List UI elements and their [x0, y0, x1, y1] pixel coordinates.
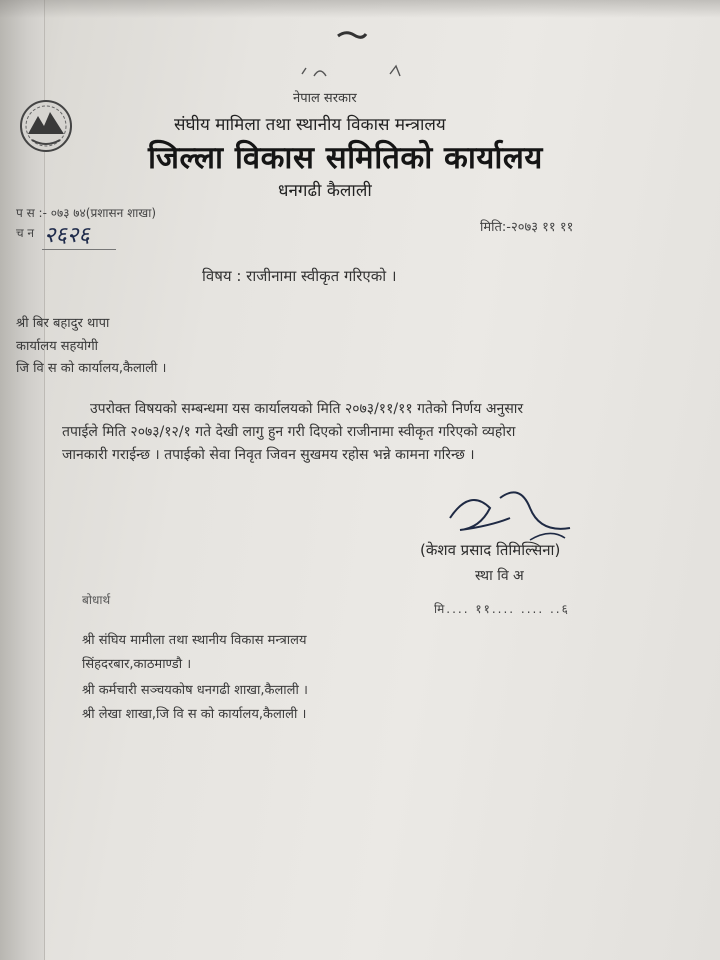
- cc-line: श्री लेखा शाखा,जि वि स को कार्यालय,कैलाली ।: [82, 707, 307, 722]
- body-line: उपरोक्त विषयको सम्बन्धमा यस कार्यालयको मिति २०७३/११/११ गतेको निर्णय अनुसार: [90, 401, 524, 417]
- ink-mark-top: [336, 30, 368, 40]
- cc-redacted-text: मि.... ११.... .... ..६: [434, 602, 570, 616]
- reference-cn-label: च न: [16, 226, 35, 240]
- letter-date: मिति:-२०७३ ११ ११: [480, 220, 574, 235]
- office-title: जिल्ला विकास समितिको कार्यालय: [148, 140, 543, 176]
- letter-body: [62, 398, 702, 467]
- recipient-position: कार्यालय सहयोगी: [16, 339, 99, 354]
- signatory-title: स्था वि अ: [475, 568, 524, 584]
- body-line: तपाईले मिति २०७३/१२/१ गते देखी लागु हुन गरी दिएको राजीनामा स्वीकृत गरिएको व्यहोरा: [62, 424, 516, 440]
- nepal-emblem-icon: [18, 98, 74, 154]
- recipient-name: श्री बिर बहादुर थापा: [16, 316, 110, 331]
- top-shadow: [0, 0, 720, 18]
- cc-line: सिंहदरबार,काठमाण्डौ ।: [82, 657, 192, 672]
- recipient-office: जि वि स को कार्यालय,कैलाली ।: [16, 361, 167, 376]
- ink-scribble: [300, 64, 410, 90]
- cc-line: श्री कर्मचारी सञ्चयकोष धनगढी शाखा,कैलाली ।: [82, 683, 308, 698]
- government-name: नेपाल सरकार: [293, 91, 357, 106]
- cc-label: बोधार्थ: [82, 593, 111, 607]
- body-line: जानकारी गराईन्छ । तपाईको सेवा निवृत जिवन सुखमय रहोस भन्ने कामना गरिन्छ ।: [62, 447, 475, 463]
- office-location: धनगढी कैलाली: [278, 181, 372, 201]
- letter-subject: विषय : राजीनामा स्वीकृत गरिएको ।: [202, 267, 397, 285]
- signatory-name: (केशव प्रसाद तिमिल्सिना): [420, 541, 561, 559]
- ministry-name: संघीय मामिला तथा स्थानीय विकास मन्त्रालय: [174, 115, 446, 135]
- cc-line: श्री संघिय मामीला तथा स्थानीय विकास मन्त्रालय: [82, 633, 307, 648]
- reference-cn-number: २६२६: [42, 219, 116, 250]
- reference-ps: प स :- ०७३ ७४(प्रशासन शाखा): [16, 206, 156, 220]
